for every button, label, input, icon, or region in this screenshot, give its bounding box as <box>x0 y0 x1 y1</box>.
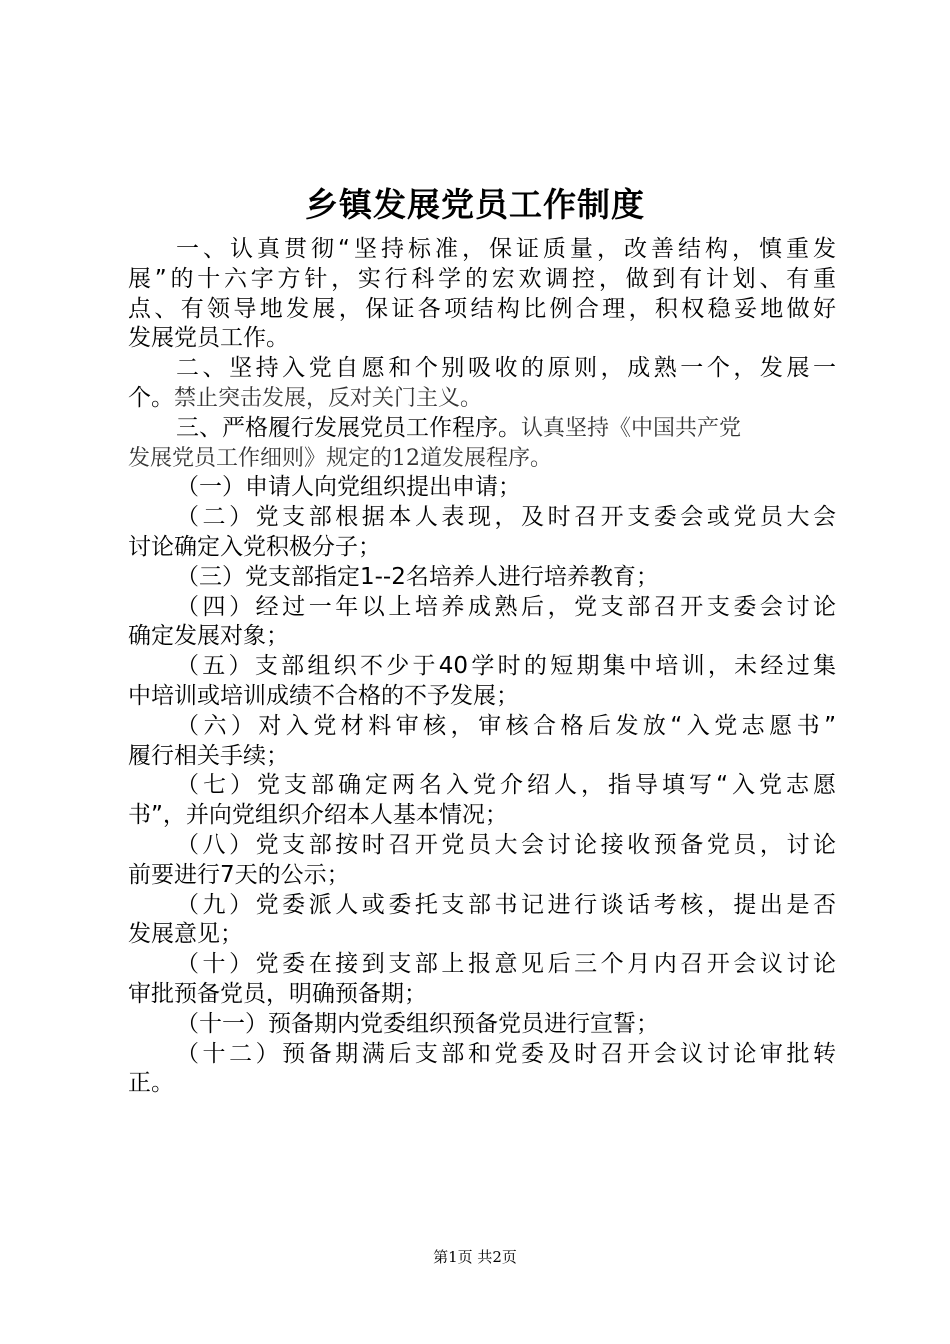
list-item-continuation: 履行相关手续； <box>128 742 289 769</box>
list-item: （九）党委派人或委托支部书记进行谈话考核，提出是否 <box>176 891 836 918</box>
list-item-continuation: 中培训或培训成绩不合格的不予发展； <box>128 682 519 709</box>
document-body <box>128 235 836 1099</box>
list-item: （五）支部组织不少于40学时的短期集中培训，未经过集 <box>176 653 836 680</box>
paragraph-line <box>128 414 836 444</box>
paragraph-line: 点、有领导地发展，保证各项结构比例合理，积权稳妥地做好 <box>128 295 836 322</box>
list-item: （十二）预备期满后支部和党委及时召开会议讨论审批转 <box>176 1040 836 1067</box>
list-item-continuation: 书”，并向党组织介绍本人基本情况； <box>128 802 508 829</box>
list-item: （八）党支部按时召开党员大会讨论接收预备党员，讨论 <box>176 831 836 858</box>
list-item: （三）党支部指定1--2名培养人进行培养教育； <box>176 563 659 590</box>
paragraph-line: 发展党员工作。 <box>128 325 289 352</box>
list-item-continuation: 前要进行7天的公示； <box>128 861 350 888</box>
paragraph-line: 展”的十六字方针，实行科学的宏欢调控，做到有计划、有重 <box>128 265 836 292</box>
list-item: （四）经过一年以上培养成熟后，党支部召开支委会讨论 <box>176 593 836 620</box>
paragraph-line-muted: 发展党员工作细则》规定的12道发展程序。 <box>128 445 552 471</box>
list-item: （一）申请人向党组织提出申请； <box>176 474 521 501</box>
list-item-continuation: 审批预备党员，明确预备期； <box>128 980 427 1007</box>
paragraph-segment: 个。 <box>128 384 174 411</box>
list-item-continuation: 确定发展对象； <box>128 623 289 650</box>
paragraph-line: 二、坚持入党自愿和个别吸收的原则，成熟一个，发展一 <box>176 355 836 382</box>
list-item-continuation: 发展意见； <box>128 921 243 948</box>
list-item: （二）党支部根据本人表现，及时召开支委会或党员大会 <box>176 504 836 531</box>
list-item: （十）党委在接到支部上报意见后三个月内召开会议讨论 <box>176 951 836 978</box>
list-item-continuation: 正。 <box>128 1070 174 1097</box>
paragraph-line: 一、认真贯彻“坚持标准，保证质量，改善结构，慎重发 <box>176 236 836 262</box>
paragraph-segment: 三、严格履行发展党员工作程序。 <box>176 414 521 441</box>
list-item: （十一）预备期内党委组织预备党员进行宣誓； <box>176 1010 659 1037</box>
page-footer: 第1页 共2页 <box>433 1248 517 1266</box>
document-title: 乡镇发展党员工作制度 <box>305 185 645 224</box>
paragraph-line <box>128 384 836 414</box>
paragraph-segment-muted: 禁止突击发展，反对关门主义。 <box>174 385 483 411</box>
list-item-continuation: 讨论确定入党积极分子； <box>128 533 381 560</box>
list-item: （六）对入党材料审核，审核合格后发放“入党志愿书” <box>176 712 836 739</box>
paragraph-segment-muted: 认真坚持《中国共产党 <box>521 415 742 441</box>
list-item: （七）党支部确定两名入党介绍人，指导填写“入党志愿 <box>176 772 836 799</box>
